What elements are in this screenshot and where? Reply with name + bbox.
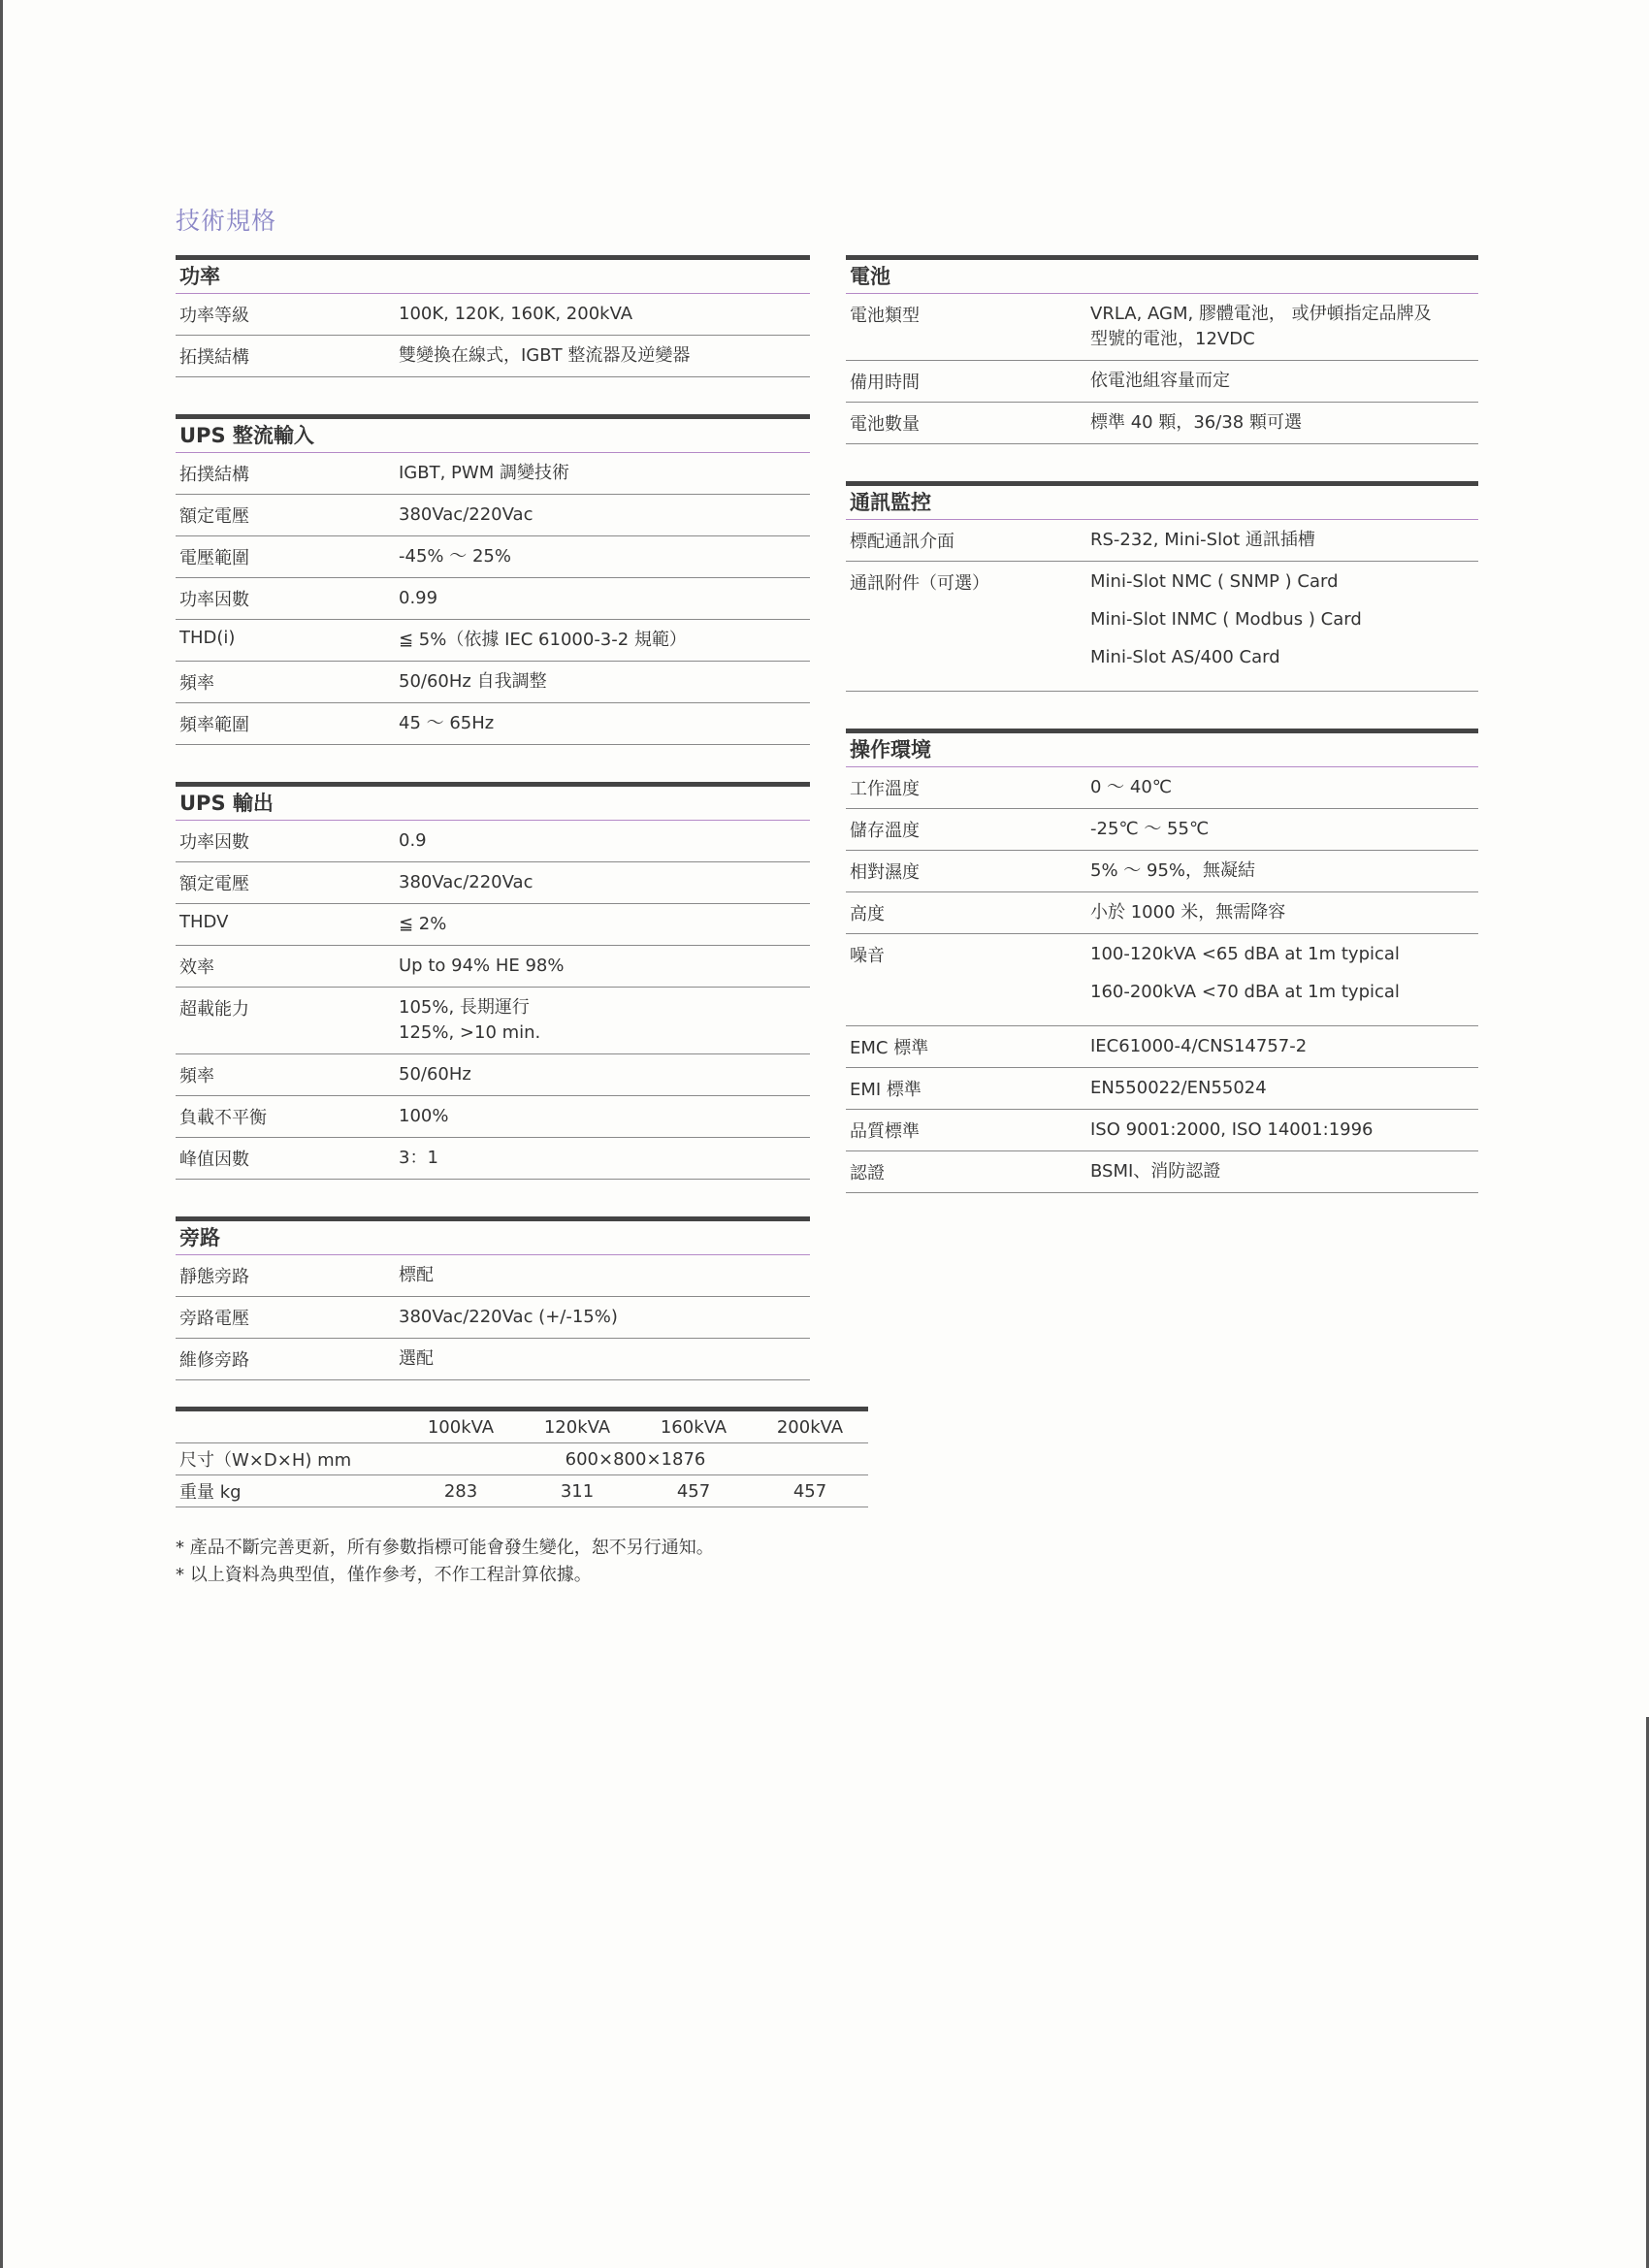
spec-row: [176, 453, 810, 495]
spec-value: [1090, 403, 1478, 443]
spec-label: 拓撲結構: [179, 465, 249, 485]
section-ups-input: [176, 414, 810, 745]
spec-label: 額定電壓: [179, 874, 249, 894]
spec-row: [176, 1297, 810, 1339]
spec-value-line: IGBT, PWM 調變技術: [399, 463, 569, 483]
spec-row: [846, 1026, 1478, 1068]
spec-row: [846, 562, 1478, 692]
spec-value: [1090, 1151, 1478, 1192]
spec-value: [1090, 1068, 1478, 1109]
spec-value: [399, 662, 810, 702]
spec-value: [1090, 851, 1478, 891]
spec-row: [846, 294, 1478, 361]
section-ups-output: [176, 782, 810, 1180]
spec-value: [399, 495, 810, 535]
spec-row: [846, 851, 1478, 892]
section-heading: 電池: [846, 255, 1478, 294]
section-heading: UPS 輸出: [176, 782, 810, 821]
spec-value-line: 125%, >10 min.: [399, 1022, 541, 1043]
spec-label: 相對濕度: [850, 862, 920, 883]
spec-value: [399, 1138, 810, 1179]
section-communication: [846, 481, 1478, 692]
spec-row: [176, 536, 810, 578]
weight-value: 311: [519, 1475, 635, 1507]
spec-row: [176, 495, 810, 536]
section-heading: 操作環境: [846, 729, 1478, 767]
spec-value-line: RS-232, Mini-Slot 通訊插槽: [1090, 530, 1315, 550]
spec-row: [176, 862, 810, 904]
spec-value: [399, 578, 810, 619]
spec-value-line: 選配: [399, 1348, 434, 1369]
spec-value-line: 小於 1000 米，無需降容: [1090, 902, 1286, 923]
spec-label: 噪音: [850, 946, 885, 966]
spec-row: [176, 1339, 810, 1380]
spec-value: [399, 988, 810, 1053]
spec-row: [846, 1151, 1478, 1193]
section-environment: [846, 729, 1478, 1193]
spec-label: 峰值因數: [179, 1150, 249, 1170]
section-battery: [846, 255, 1478, 444]
spec-value: [1090, 520, 1478, 561]
footnotes: [176, 1535, 714, 1589]
spec-value: [1090, 1026, 1478, 1067]
spec-label: THDV: [179, 912, 229, 932]
column-header: 100kVA: [403, 1411, 519, 1443]
spec-value: [399, 1255, 810, 1296]
spec-row: [846, 809, 1478, 851]
spec-row: [176, 294, 810, 336]
spec-row: [176, 620, 810, 662]
column-header: 160kVA: [635, 1411, 752, 1443]
spec-label: THD(i): [179, 628, 236, 648]
spec-label: 認證: [850, 1163, 885, 1183]
spec-value-line: -45% ～ 25%: [399, 546, 511, 567]
spec-row: [176, 578, 810, 620]
spec-row: [846, 361, 1478, 403]
section-power: [176, 255, 810, 377]
spec-value-line: BSMI、消防認證: [1090, 1161, 1221, 1182]
spec-label: 超載能力: [179, 999, 249, 1020]
section-heading: 旁路: [176, 1216, 810, 1255]
table-header-row: [176, 1411, 868, 1443]
spec-row: [846, 767, 1478, 809]
spec-row: [846, 934, 1478, 1026]
table-row: [176, 1475, 868, 1507]
size-weight-table: [176, 1407, 868, 1507]
spec-value: [399, 336, 810, 376]
spec-value-line: 160-200kVA <70 dBA at 1m typical: [1090, 982, 1400, 1002]
spec-label: 備用時間: [850, 373, 920, 393]
spec-row: [176, 336, 810, 377]
weight-value: 283: [403, 1475, 519, 1507]
spec-value: [1090, 892, 1478, 933]
spec-value: [399, 946, 810, 987]
left-column: [176, 255, 810, 1380]
spec-value-line: 雙變換在線式，IGBT 整流器及逆變器: [399, 345, 691, 366]
spec-label: 儲存溫度: [850, 821, 920, 841]
spec-value: [399, 703, 810, 744]
table-row: [176, 1443, 868, 1475]
spec-value-line: 0.99: [399, 588, 438, 608]
spec-value-line: 50/60Hz 自我調整: [399, 671, 547, 692]
spec-label: 效率: [179, 957, 214, 978]
spec-value-line: IEC61000-4/CNS14757-2: [1090, 1036, 1308, 1056]
spec-label: 拓撲結構: [179, 347, 249, 368]
spec-row: [176, 1255, 810, 1297]
spec-value-line: -25℃ ～ 55℃: [1090, 819, 1210, 839]
footnote: * 產品不斷完善更新，所有參數指標可能會發生變化，恕不另行通知。: [176, 1538, 714, 1558]
spec-value-line: 5% ～ 95%，無凝結: [1090, 860, 1256, 881]
spec-value-line: 45 ～ 65Hz: [399, 713, 495, 733]
spec-value-line: Mini-Slot INMC ( Modbus ) Card: [1090, 609, 1362, 630]
spec-label: 電池類型: [850, 306, 920, 326]
spec-value-line: 依電池組容量而定: [1090, 371, 1230, 391]
spec-value-line: VRLA, AGM, 膠體電池， 或伊頓指定品牌及: [1090, 304, 1432, 324]
spec-value-line: Up to 94% HE 98%: [399, 956, 565, 976]
spec-value-line: 3：1: [399, 1148, 438, 1168]
weight-value: 457: [752, 1475, 868, 1507]
spec-row: [846, 1068, 1478, 1110]
spec-value: [399, 821, 810, 861]
footnote: * 以上資料為典型值，僅作參考，不作工程計算依據。: [176, 1565, 592, 1585]
spec-value: [1090, 294, 1478, 360]
spec-label: 頻率: [179, 1066, 214, 1086]
spec-label: 靜態旁路: [179, 1267, 249, 1287]
section-heading: 功率: [176, 255, 810, 294]
spec-value-line: 380Vac/220Vac: [399, 504, 534, 525]
spec-row: [176, 662, 810, 703]
spec-value-line: 0 ～ 40℃: [1090, 777, 1173, 797]
spec-row: [176, 1054, 810, 1096]
spec-value-line: 0.9: [399, 830, 427, 851]
spec-label: 負載不平衡: [179, 1108, 267, 1128]
spec-row: [176, 988, 810, 1054]
spec-label: EMC 標準: [850, 1038, 929, 1058]
spec-value-line: Mini-Slot NMC ( SNMP ) Card: [1090, 571, 1339, 592]
spec-value-line: 型號的電池，12VDC: [1090, 329, 1255, 349]
page-title: 技術規格: [176, 207, 277, 235]
spec-value: [399, 862, 810, 903]
spec-value: [1090, 767, 1478, 808]
spec-label: 工作溫度: [850, 779, 920, 799]
spec-value: [399, 1339, 810, 1379]
section-heading: 通訊監控: [846, 481, 1478, 520]
spec-value-line: 100-120kVA <65 dBA at 1m typical: [1090, 944, 1400, 964]
spec-value-line: EN550022/EN55024: [1090, 1078, 1267, 1098]
spec-label: 電池數量: [850, 414, 920, 435]
spec-value-line: ≦ 2%: [399, 914, 447, 934]
spec-label: 維修旁路: [179, 1350, 249, 1371]
spec-value: [399, 536, 810, 577]
spec-value-line: 100%: [399, 1106, 449, 1126]
spec-label: 功率因數: [179, 590, 249, 610]
spec-value-line: 100K, 120K, 160K, 200kVA: [399, 304, 633, 324]
spec-value-line: 105%, 長期運行: [399, 997, 530, 1018]
spec-value-line: 380Vac/220Vac: [399, 872, 534, 892]
spec-label: 旁路電壓: [179, 1309, 249, 1329]
spec-row: [176, 703, 810, 745]
spec-label: 品質標準: [850, 1121, 920, 1142]
spec-value-line: 380Vac/220Vac (+/-15%): [399, 1307, 618, 1327]
spec-label: 額定電壓: [179, 506, 249, 527]
spec-label: 頻率: [179, 673, 214, 694]
section-bypass: [176, 1216, 810, 1380]
spec-value: [399, 904, 810, 945]
spec-value: [399, 294, 810, 335]
column-header: 120kVA: [519, 1411, 635, 1443]
spec-value-line: 標準 40 顆，36/38 顆可選: [1090, 412, 1302, 433]
spec-row: [846, 1110, 1478, 1151]
column-header: 200kVA: [752, 1411, 868, 1443]
spec-value-line: Mini-Slot AS/400 Card: [1090, 647, 1280, 667]
page-edge-left: [0, 0, 3, 2268]
spec-label: EMI 標準: [850, 1080, 922, 1100]
spec-row: [176, 821, 810, 862]
spec-row: [176, 904, 810, 946]
spec-value-line: ISO 9001:2000, ISO 14001:1996: [1090, 1119, 1374, 1140]
spec-label: 功率等級: [179, 306, 249, 326]
spec-label: 標配通訊介面: [850, 532, 954, 552]
spec-value-line: ≦ 5%（依據 IEC 61000-3-2 規範）: [399, 630, 687, 650]
spec-row: [176, 946, 810, 988]
spec-label: 電壓範圍: [179, 548, 249, 568]
spec-value: [1090, 361, 1478, 402]
spec-row: [846, 520, 1478, 562]
spec-label: 通訊附件（可選）: [850, 573, 989, 594]
right-column: [846, 255, 1478, 1193]
spec-row: [846, 892, 1478, 934]
weight-value: 457: [635, 1475, 752, 1507]
spec-value: [399, 1054, 810, 1095]
dimension-value: 600×800×1876: [403, 1443, 868, 1475]
spec-value: [1090, 562, 1478, 691]
spec-row: [176, 1138, 810, 1180]
weight-label: 重量 kg: [176, 1475, 403, 1507]
spec-value: [399, 1297, 810, 1338]
spec-value-line: 標配: [399, 1265, 434, 1285]
spec-label: 頻率範圍: [179, 715, 249, 735]
spec-label: 高度: [850, 904, 885, 924]
dimension-label: 尺寸（W×D×H) mm: [176, 1443, 403, 1475]
spec-value: [399, 1096, 810, 1137]
spec-value: [399, 453, 810, 494]
spec-row: [846, 403, 1478, 444]
section-heading: UPS 整流輸入: [176, 414, 810, 453]
spec-row: [176, 1096, 810, 1138]
spec-value: [399, 620, 810, 661]
spec-value-line: 50/60Hz: [399, 1064, 471, 1085]
spec-value: [1090, 809, 1478, 850]
spec-value: [1090, 1110, 1478, 1150]
spec-label: 功率因數: [179, 832, 249, 853]
spec-value: [1090, 934, 1478, 1025]
